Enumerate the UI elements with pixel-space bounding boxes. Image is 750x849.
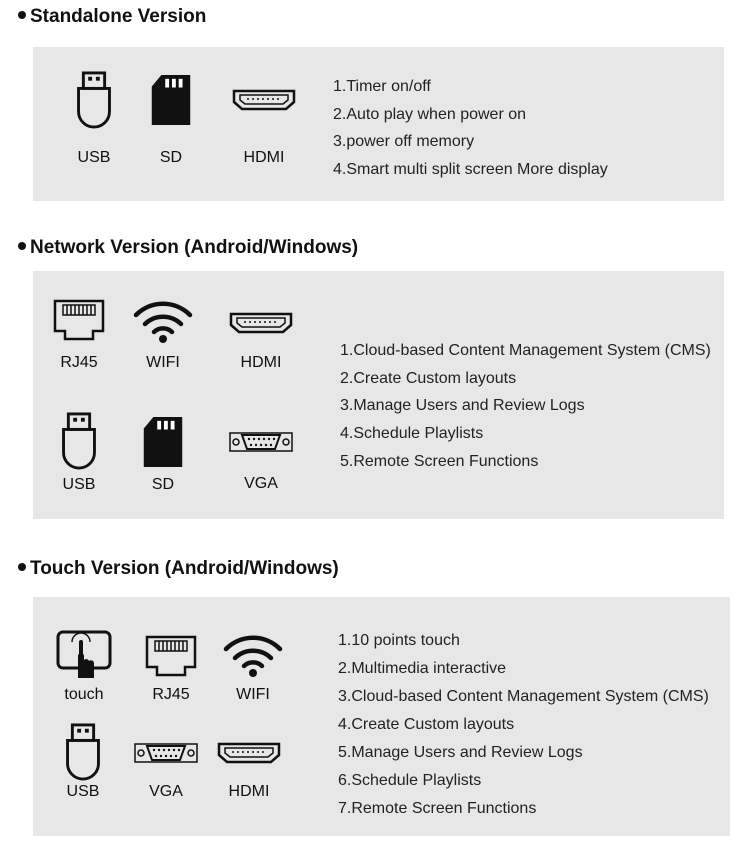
icon-label-wifi: WIFI: [236, 686, 270, 703]
usb-icon: [34, 412, 124, 470]
icon-label-hdmi: HDMI: [240, 354, 282, 371]
bullet-icon: [18, 11, 26, 19]
feature-item: 1.Cloud-based Content Management System (CMS): [340, 342, 711, 359]
feature-item: 1.Timer on/off: [333, 78, 431, 95]
feature-item: 3.power off memory: [333, 133, 475, 151]
sd-card-icon: [118, 417, 208, 467]
feature-item: 7.Remote Screen Functions: [338, 800, 537, 817]
standalone-panel: [33, 47, 724, 201]
icon-label-rj45: RJ45: [60, 354, 98, 371]
usb-icon: [38, 723, 128, 781]
hdmi-icon: [216, 312, 306, 334]
hdmi-icon: [219, 89, 309, 111]
feature-item: 4.Smart multi split screen More display: [333, 161, 608, 179]
feature-item: 3.Cloud-based Content Management System (CMS): [338, 688, 709, 705]
feature-item: 6.Schedule Playlists: [338, 772, 482, 789]
feature-item: 2.Multimedia interactive: [338, 660, 507, 677]
icon-label-touch: touch: [64, 686, 104, 703]
bullet-icon: [18, 563, 26, 571]
icon-label-sd: SD: [151, 476, 175, 493]
feature-item: 5.Remote Screen Functions: [340, 452, 539, 470]
feature-item: 2.Create Custom layouts: [340, 369, 517, 387]
network-panel: [33, 271, 724, 519]
icon-label-vga: VGA: [244, 475, 278, 492]
wifi-icon: [208, 633, 298, 677]
icon-label-vga: VGA: [149, 783, 183, 800]
vga-icon: [216, 429, 306, 455]
bullet-icon: [18, 242, 26, 250]
section-title-standalone: Standalone Version: [18, 6, 206, 28]
feature-item: 1.10 points touch: [338, 632, 460, 649]
rj45-icon: [126, 635, 216, 677]
icon-label-wifi: WIFI: [146, 354, 180, 371]
feature-list-network: [340, 337, 711, 476]
icon-label-hdmi: HDMI: [243, 149, 285, 166]
feature-item: 5.Manage Users and Review Logs: [338, 744, 583, 761]
icon-label-usb: USB: [66, 783, 100, 800]
feature-list-touch: [338, 627, 709, 823]
touch-screen-icon: [39, 630, 129, 678]
feature-list-standalone: [333, 73, 608, 184]
hdmi-icon: [204, 742, 294, 764]
feature-item: 4.Create Custom layouts: [338, 716, 515, 733]
vga-icon: [121, 740, 211, 766]
wifi-icon: [118, 299, 208, 343]
icon-label-usb: USB: [62, 476, 96, 493]
icon-label-hdmi: HDMI: [228, 783, 270, 800]
icon-label-usb: USB: [77, 149, 111, 166]
icon-label-sd: SD: [159, 149, 183, 166]
section-title-network: Network Version (Android/Windows): [18, 237, 358, 259]
sd-card-icon: [126, 75, 216, 125]
section-title-touch: Touch Version (Android/Windows): [18, 558, 339, 580]
rj45-icon: [34, 299, 124, 341]
feature-item: 2.Auto play when power on: [333, 105, 527, 123]
feature-item: 4.Schedule Playlists: [340, 425, 484, 443]
touch-panel: [33, 597, 730, 836]
feature-item: 3.Manage Users and Review Logs: [340, 397, 585, 415]
icon-label-rj45: RJ45: [152, 686, 190, 703]
